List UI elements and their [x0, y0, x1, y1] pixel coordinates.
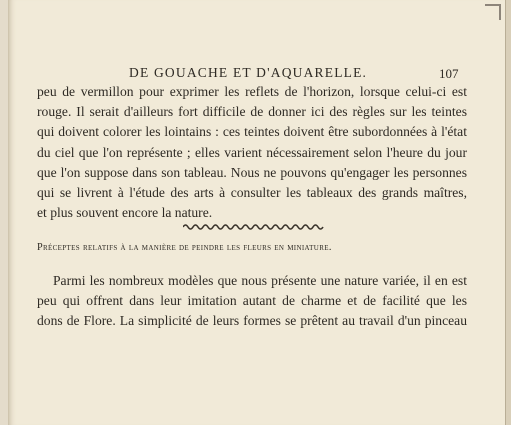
page-number: 107: [439, 66, 459, 81]
text-line: peu qui offrent dans leur imitation autant de charme et de facilité que les: [37, 293, 467, 309]
text-line: dons de Flore. La simplicité de leurs formes se prêtent au travail d'un pinceau: [37, 313, 467, 329]
paragraph-2: [37, 271, 467, 332]
paragraph-1: [37, 82, 467, 223]
text-line: rouge. Il serait d'ailleurs fort difficile de donner ici des règles sur les teintes: [37, 104, 467, 120]
text-line: et plus souvent encore la nature.: [37, 205, 213, 221]
decorative-rule: [183, 222, 325, 232]
text-line: du ciel que l'on représente ; elles varient nécessairement selon l'heure du jour: [37, 144, 467, 160]
text-line: qui doivent colorer les lointains : ces teintes doivent être subordonnées à l'état: [37, 124, 467, 140]
text-line: Parmi les nombreux modèles que nous présente une nature variée, il en est: [53, 273, 467, 288]
section-heading: Préceptes relatifs à la manière de peindre les fleurs en miniature.: [37, 242, 332, 253]
text-line: que l'on suppose dans son tableau. Nous ne pouvons qu'engager les personnes: [37, 164, 467, 180]
corner-bracket: [485, 4, 501, 20]
text-line: peu de vermillon pour exprimer les reflets de l'horizon, lorsque celui-ci est: [37, 84, 467, 99]
running-head: DE GOUACHE ET D'AQUARELLE.: [129, 65, 368, 80]
page-header: [9, 64, 507, 84]
book-page: [8, 0, 507, 425]
text-line: qui se livrent à l'étude des arts à consulter les tableaux des grands maîtres,: [37, 184, 467, 200]
page-edge: [505, 0, 511, 425]
